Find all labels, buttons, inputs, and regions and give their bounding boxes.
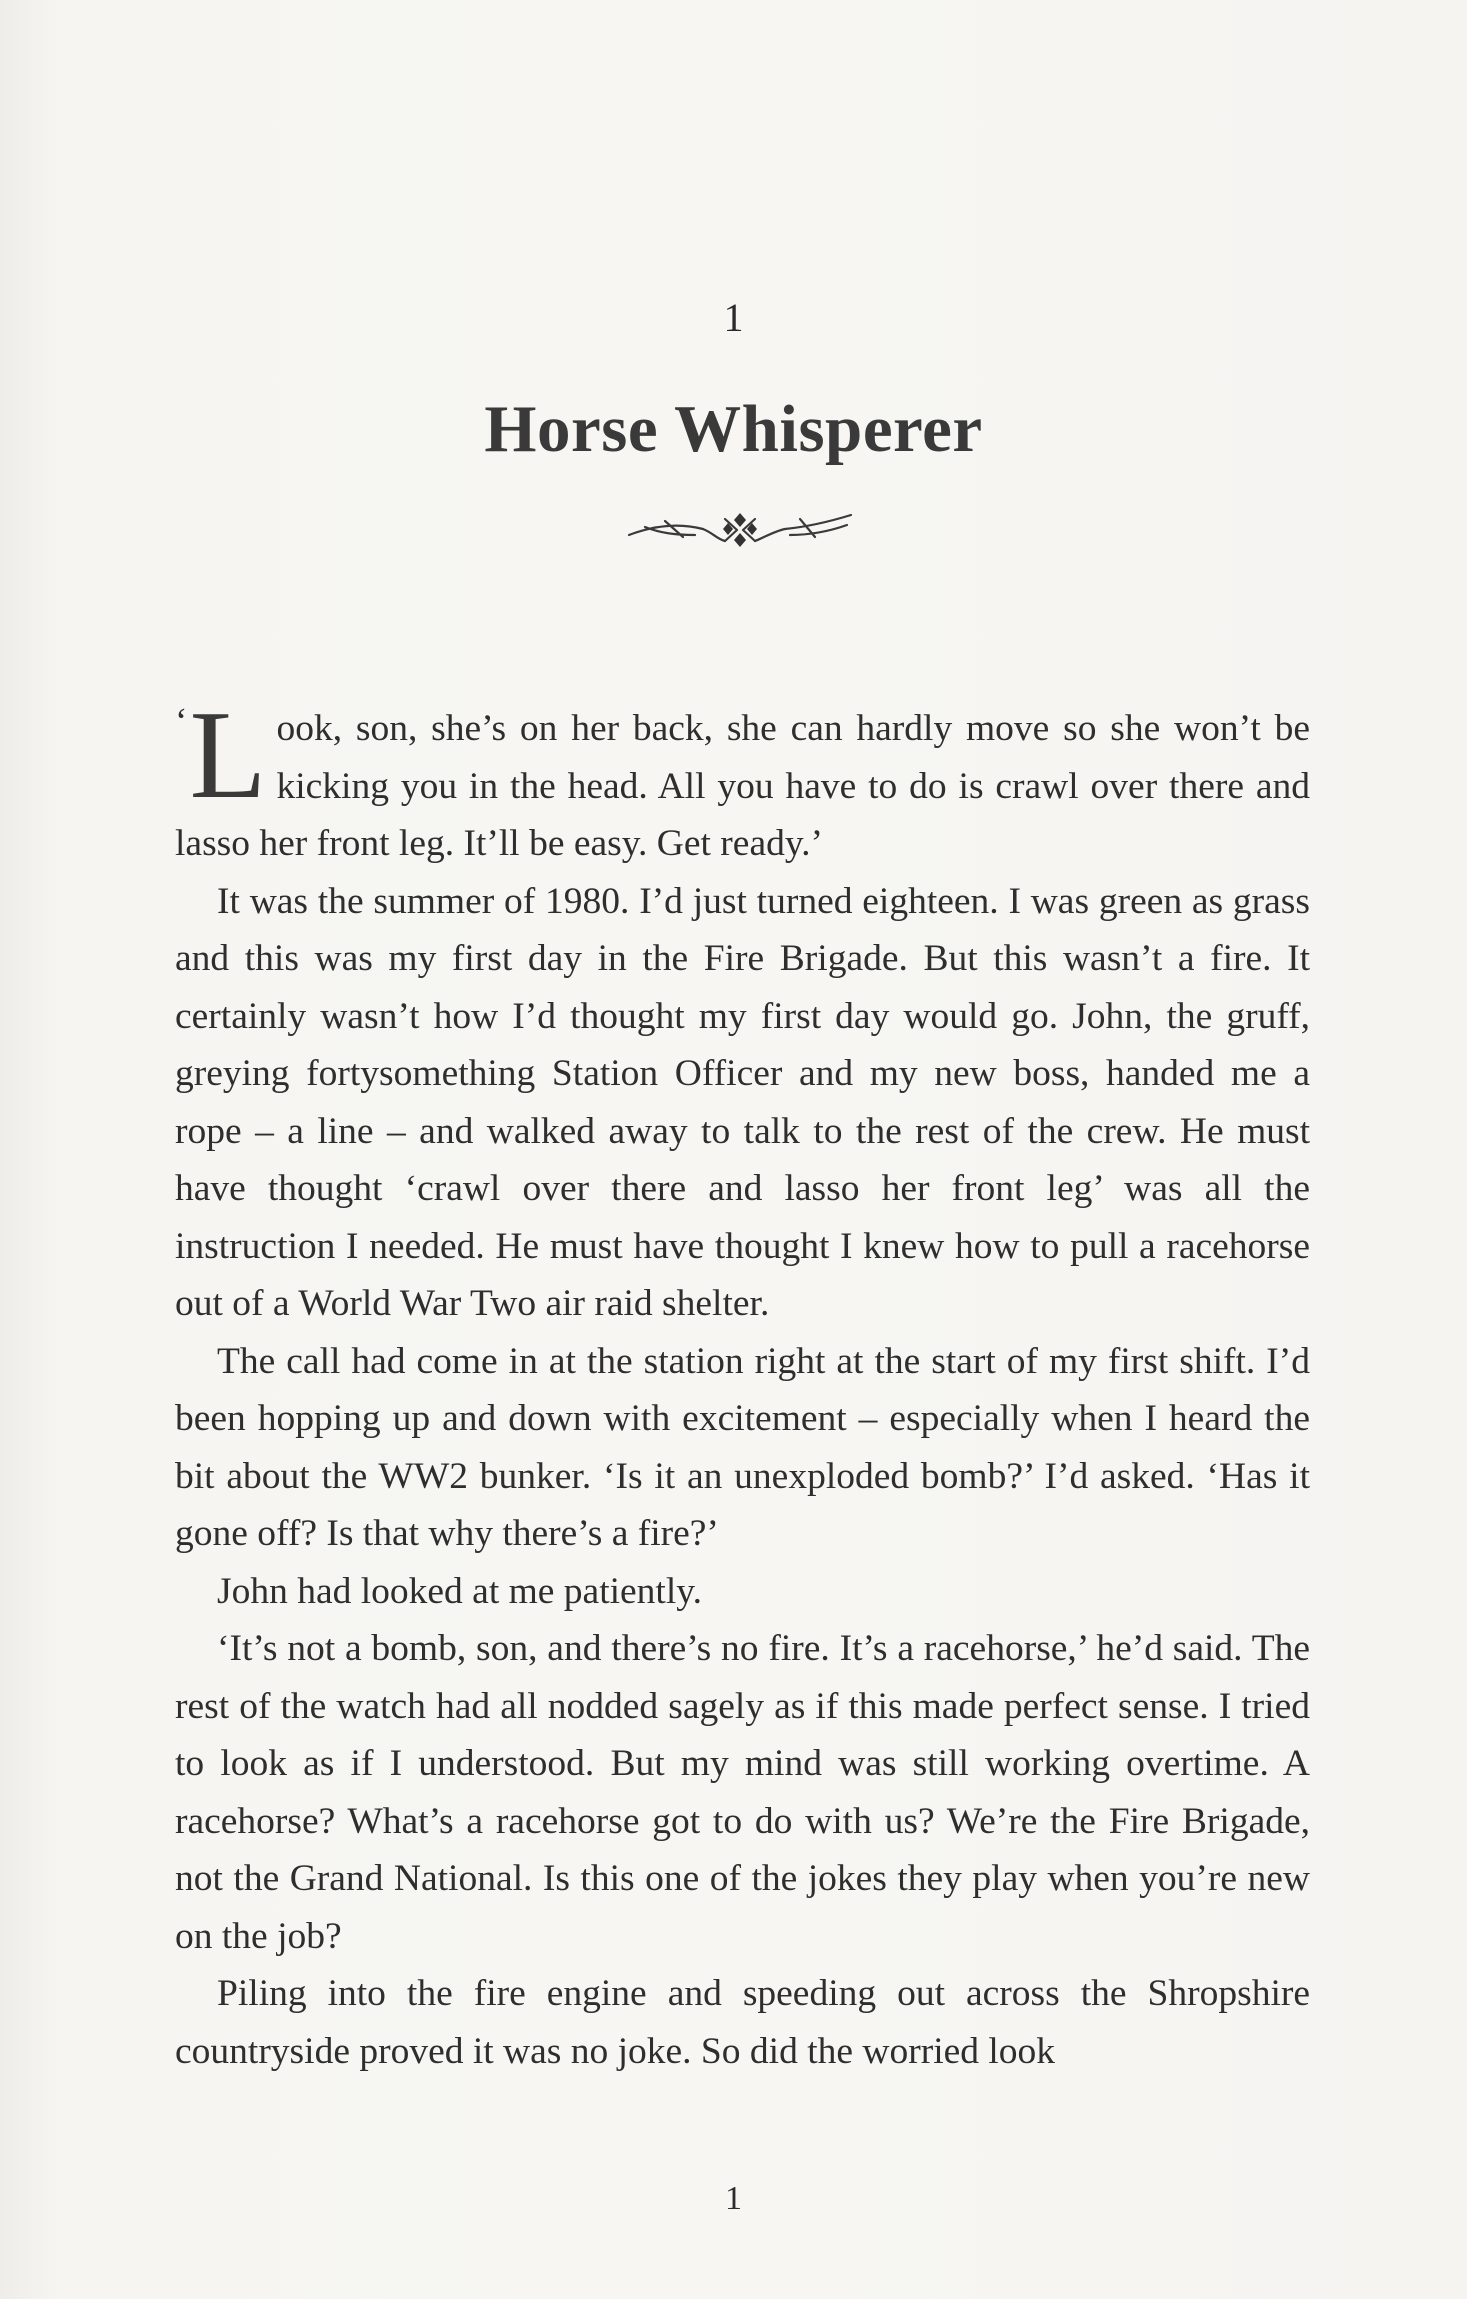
chapter-body (175, 686, 1310, 2080)
page-number: 1 (725, 2180, 742, 2217)
opening-quote-mark: ‘ (175, 701, 188, 742)
paragraph: ‘It’s not a bomb, son, and there’s no fire. It’s a racehorse,’ he’d said. The rest of the watch had all nodded sagely as if this made perfect sense. I tried to look as if I understood. But my mind was still working overtime. A racehorse? What’s a racehorse got to do with us? We’re the Fire Brigade, not the Grand National. Is this one of the jokes they play when you’re new on the job? (175, 1628, 1310, 1957)
ornament-flourish-icon (625, 505, 855, 555)
drop-cap-letter: L (189, 686, 267, 825)
paragraph: John had looked at me patiently. (217, 1570, 702, 1612)
opening-paragraph (175, 686, 1310, 873)
drop-cap-block (175, 686, 267, 825)
paragraph: It was the summer of 1980. I’d just turned eighteen. I was green as grass and this was my first day in the Fire Brigade. But this wasn’t a fire. It certainly wasn’t how I’d thought my first day would go. John, the gruff, greying fortysomething Station Officer and my new boss, handed me a rope – a line – and walked away to talk to the rest of the crew. He must have thought ‘crawl over there and lasso her front leg’ was all the instruction I needed. He must have thought I knew how to pull a racehorse out of a World War Two air raid shelter. (175, 880, 1310, 1324)
paragraph: Piling into the fire engine and speeding out across the Shropshire countryside proved it was no joke. So did the worried look (175, 1973, 1310, 2072)
paragraph: The call had come in at the station right at the start of my first shift. I’d been hopping up and down with excitement – especially when I heard the bit about the WW2 bunker. ‘Is it an unexploded bomb?’ I’d asked. ‘Has it gone off? Is that why there’s a fire?’ (175, 1340, 1310, 1554)
chapter-title: Horse Whisperer (484, 392, 983, 466)
opening-paragraph-text: ook, son, she’s on her back, she can hardly move so she won’t be kicking you in the head. All you have to do is crawl over there and lasso her front leg. It’ll be easy. Get ready.’ (175, 708, 1310, 864)
chapter-number: 1 (723, 295, 744, 340)
